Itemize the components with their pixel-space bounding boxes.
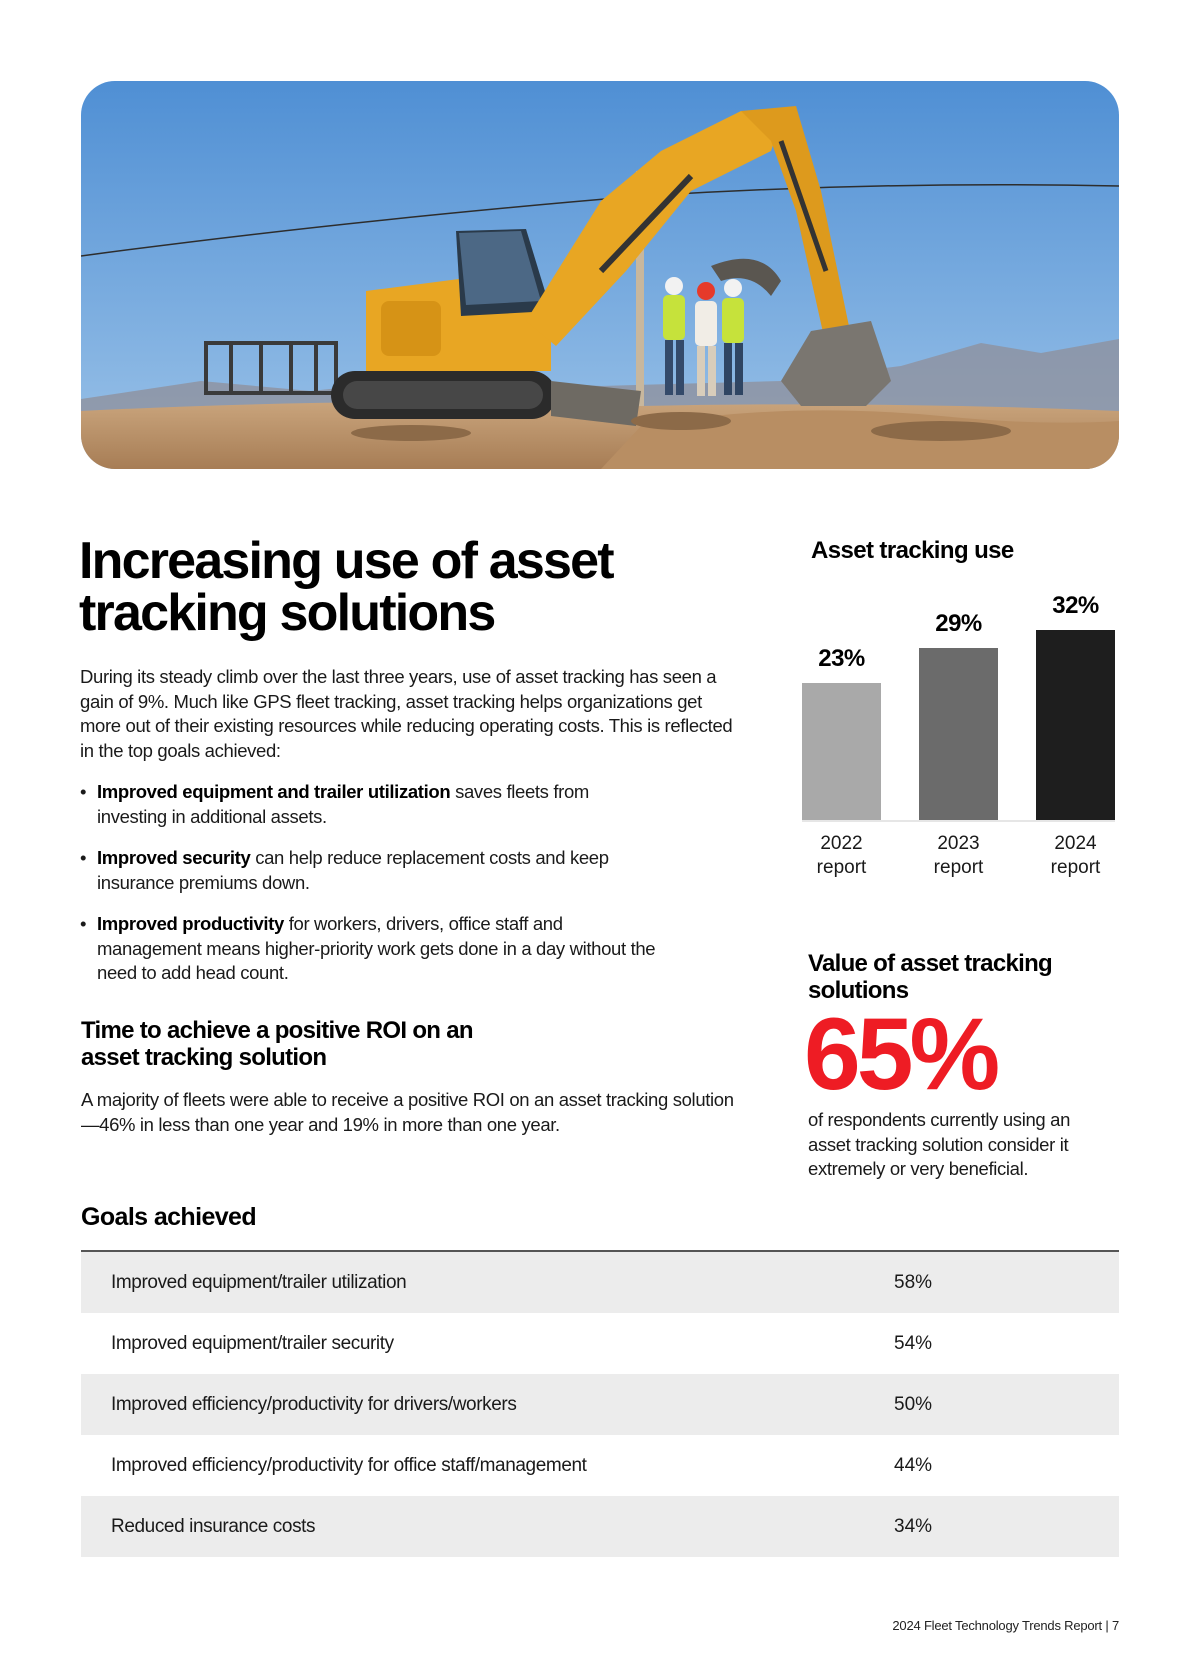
bullet-bold: Improved equipment and trailer utilization	[97, 781, 451, 802]
bullet-text: for workers, drivers, office staff and management means higher-priority work gets done in a day without the need to add head count.	[97, 913, 656, 983]
list-item	[80, 912, 660, 986]
chart-data-label: 29%	[935, 609, 982, 637]
list-item	[80, 846, 660, 895]
value-heading: Value of asset tracking solutions	[808, 950, 1053, 1004]
benefits-list	[80, 780, 660, 1003]
table-row	[81, 1496, 1119, 1557]
value-description: of respondents currently using an asset tracking solution consider it extremely or very beneficial.	[808, 1109, 1071, 1179]
goals-table	[81, 1250, 1119, 1557]
goal-label: Reduced insurance costs	[111, 1515, 316, 1537]
goal-value: 34%	[894, 1515, 933, 1537]
goal-label: Improved efficiency/productivity for drivers/workers	[111, 1393, 517, 1415]
page-footer: 2024 Fleet Technology Trends Report | 7	[892, 1618, 1119, 1633]
asset-tracking-bar-chart	[800, 580, 1120, 900]
intro-paragraph: During its steady climb over the last three years, use of asset tracking has seen a gain of 9%. Much like GPS fleet tracking, asset tracking helps organizations get more out of their existing resources while reducing operating costs. This is reflected in the top goals achieved:	[80, 666, 733, 761]
goal-value: 44%	[894, 1454, 933, 1476]
bullet-bold: Improved productivity	[97, 913, 284, 934]
table-row	[81, 1435, 1119, 1496]
page-title: Increasing use of asset tracking solutions	[79, 532, 613, 642]
table-row	[81, 1374, 1119, 1435]
chart-baseline	[802, 820, 1115, 822]
chart-bar	[1036, 630, 1115, 820]
bullet-bold: Improved security	[97, 847, 251, 868]
roi-paragraph: A majority of fleets were able to receive a positive ROI on an asset tracking solution—46% in less than one year and 19% in more than one year.	[81, 1089, 734, 1135]
goal-label: Improved equipment/trailer security	[111, 1332, 394, 1354]
chart-bar	[919, 648, 998, 820]
goal-value: 54%	[894, 1332, 933, 1354]
chart-bar	[802, 683, 881, 820]
chart-category-label: 2024 report	[1050, 833, 1101, 878]
goal-value: 50%	[894, 1393, 933, 1415]
bullet-text: saves fleets from investing in additional assets.	[97, 781, 589, 827]
chart-category-label: 2022 report	[816, 833, 867, 878]
list-item	[80, 780, 660, 829]
goals-heading: Goals achieved	[81, 1203, 257, 1231]
table-row	[81, 1252, 1119, 1313]
hero-image	[81, 81, 1119, 469]
goal-label: Improved equipment/trailer utilization	[111, 1271, 407, 1293]
bullet-text: can help reduce replacement costs and keep insurance premiums down.	[97, 847, 609, 893]
construction-scene-illustration	[81, 81, 1119, 469]
chart-data-label: 23%	[818, 645, 865, 673]
chart-title: Asset tracking use	[811, 537, 1014, 564]
goal-label: Improved efficiency/productivity for office staff/management	[111, 1454, 587, 1476]
value-stat: 65%	[804, 997, 997, 1111]
goal-value: 58%	[894, 1271, 933, 1293]
roi-heading: Time to achieve a positive ROI on an asset tracking solution	[81, 1017, 473, 1071]
chart-category-label: 2023 report	[933, 833, 984, 878]
table-row	[81, 1313, 1119, 1374]
chart-data-label: 32%	[1052, 592, 1099, 619]
